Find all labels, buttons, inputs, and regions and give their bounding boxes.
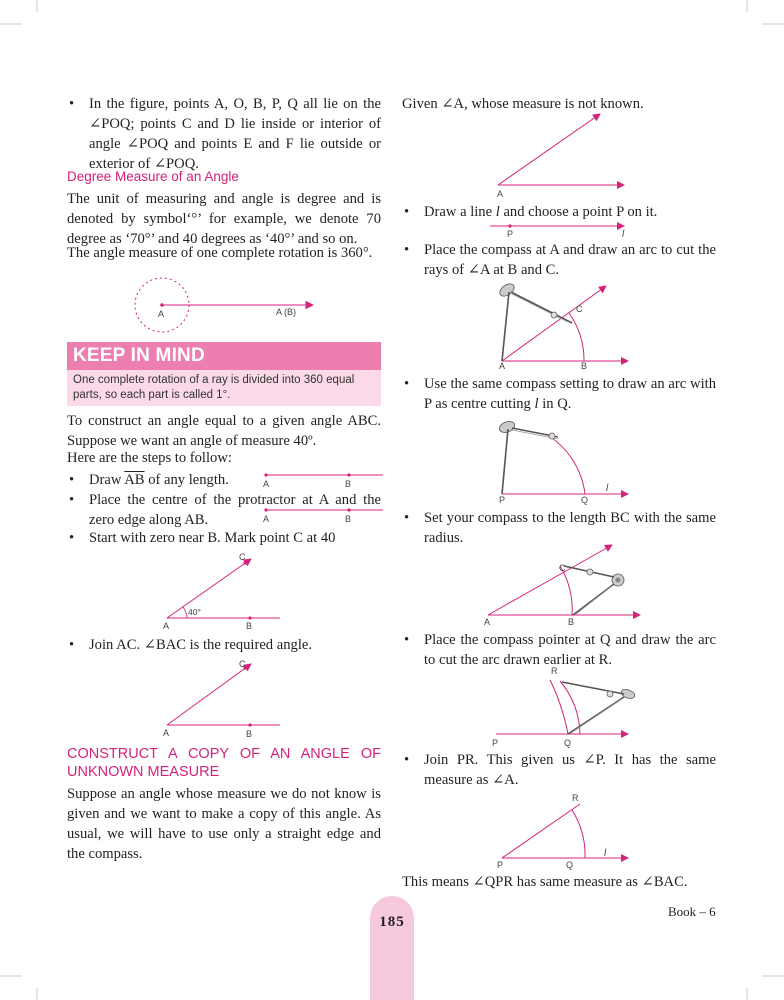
degree-paragraph-1: The unit of measuring and angle is degree and is denoted by symbol‘°’ for example, we denote 70 degree as ‘70°’ and 40 degrees as ‘40°’ and so on. xyxy=(67,191,381,247)
degree-paragraph-2: The angle measure of one complete rotation is 360°. xyxy=(67,245,373,261)
svg-text:P: P xyxy=(507,229,514,239)
label-a: A xyxy=(158,309,165,319)
compass-icon xyxy=(498,420,558,494)
bac-figure xyxy=(155,655,285,740)
book-label: Book – 6 xyxy=(668,904,716,919)
svg-text:R: R xyxy=(572,793,579,803)
svg-text:C: C xyxy=(239,552,246,562)
svg-text:A: A xyxy=(263,514,270,524)
conclusion-text: This means ∠QPR has same measure as ∠BAC. xyxy=(402,874,688,890)
svg-text:Q: Q xyxy=(581,495,589,505)
svg-text:C: C xyxy=(239,659,246,669)
forty-degree-figure xyxy=(155,550,285,635)
svg-text:B: B xyxy=(246,729,253,739)
page-number: 185 xyxy=(370,896,414,1000)
svg-text:B: B xyxy=(345,514,352,524)
step-1: • Draw $\overline{AB}$ of any length. xyxy=(67,470,289,490)
svg-text:B: B xyxy=(581,361,588,371)
step-2: • Place the centre of the protractor at A and the zero edge along AB. xyxy=(67,490,381,530)
keep-in-mind-body: One complete rotation of a ray is divided into 360 equal parts, so each part is called 1°. xyxy=(67,370,381,406)
right-bullet-5: • Place the compass pointer at Q and draw the arc to cut the arc drawn earlier at R. xyxy=(402,630,716,670)
svg-text:A: A xyxy=(263,479,270,489)
point-a xyxy=(160,303,164,307)
compass-at-p-figure xyxy=(488,410,638,508)
svg-text:l: l xyxy=(604,848,607,859)
svg-text:A: A xyxy=(163,621,170,631)
degree-heading: Degree Measure of an Angle xyxy=(67,169,239,184)
svg-text:A: A xyxy=(163,728,170,738)
label-ab: A (B) xyxy=(276,307,297,317)
given-angle-figure xyxy=(490,108,630,198)
svg-text:P: P xyxy=(497,860,504,870)
right-bullet-1: • Draw a line l and choose a point P on it. xyxy=(402,202,716,222)
right-bullet-6: • Join PR. This given us ∠P. It has the same measure as ∠A. xyxy=(402,750,716,790)
svg-text:R: R xyxy=(551,666,558,676)
svg-text:A: A xyxy=(499,361,506,371)
segment-ab-figure xyxy=(258,466,388,526)
compass-bc-figure xyxy=(480,542,650,632)
svg-text:Q: Q xyxy=(564,738,572,748)
compass-icon xyxy=(498,281,572,361)
svg-text:A: A xyxy=(484,617,491,627)
segment-ab: $\overline{AB}$ xyxy=(124,472,145,488)
svg-text:40°: 40° xyxy=(188,607,201,617)
step-3: • Start with zero near B. Mark point C at 40 xyxy=(67,528,381,548)
svg-text:P: P xyxy=(492,738,499,748)
svg-text:l: l xyxy=(606,483,609,494)
right-bullet-3: • Use the same compass setting to draw an arc with P as centre cutting l in Q. xyxy=(402,374,716,414)
svg-text:A: A xyxy=(497,189,504,198)
svg-text:B: B xyxy=(246,621,253,631)
given-text: Given ∠A, whose measure is not known. xyxy=(402,96,644,112)
compass-icon xyxy=(564,566,624,615)
keep-in-mind-title: KEEP IN MIND xyxy=(67,342,381,370)
compass-at-a-figure xyxy=(488,276,638,372)
rotation-figure xyxy=(120,274,330,334)
copy-heading: CONSTRUCT A COPY OF AN ANGLE OF UNKNOWN MEASURE xyxy=(67,746,381,780)
angle-qpr-figure xyxy=(488,788,638,872)
compass-at-q-figure xyxy=(488,664,638,750)
copy-paragraph: Suppose an angle whose measure we do not know is given and we want to make a copy of this angle. As usual, we will have to use only a straight edge and the compass. xyxy=(67,786,381,862)
right-bullet-2: • Place the compass at A and draw an arc to cut the rays of ∠A at B and C. xyxy=(402,240,716,280)
compass-icon xyxy=(562,682,636,734)
svg-text:Q: Q xyxy=(566,860,574,870)
step-4: • Join AC. ∠BAC is the required angle. xyxy=(67,635,381,655)
svg-text:B: B xyxy=(345,479,352,489)
construct-paragraph: To construct an angle equal to a given angle ABC. Suppose we want an angle of measure 40º. xyxy=(67,413,381,449)
svg-text:l: l xyxy=(622,229,625,240)
svg-text:C: C xyxy=(559,563,566,573)
right-bullet-4: • Set your compass to the length BC with the same radius. xyxy=(402,508,716,548)
intro-bullet: • In the figure, points A, O, B, P, Q all lie on the ∠POQ; points C and D lie inside or interior of angle ∠POQ and points E and F lie outside or exterior of ∠POQ. xyxy=(67,94,381,174)
line-l-figure xyxy=(488,218,628,242)
svg-text:C: C xyxy=(576,304,583,314)
svg-text:P: P xyxy=(499,495,506,505)
svg-text:B: B xyxy=(568,617,575,627)
steps-intro: Here are the steps to follow: xyxy=(67,450,232,466)
